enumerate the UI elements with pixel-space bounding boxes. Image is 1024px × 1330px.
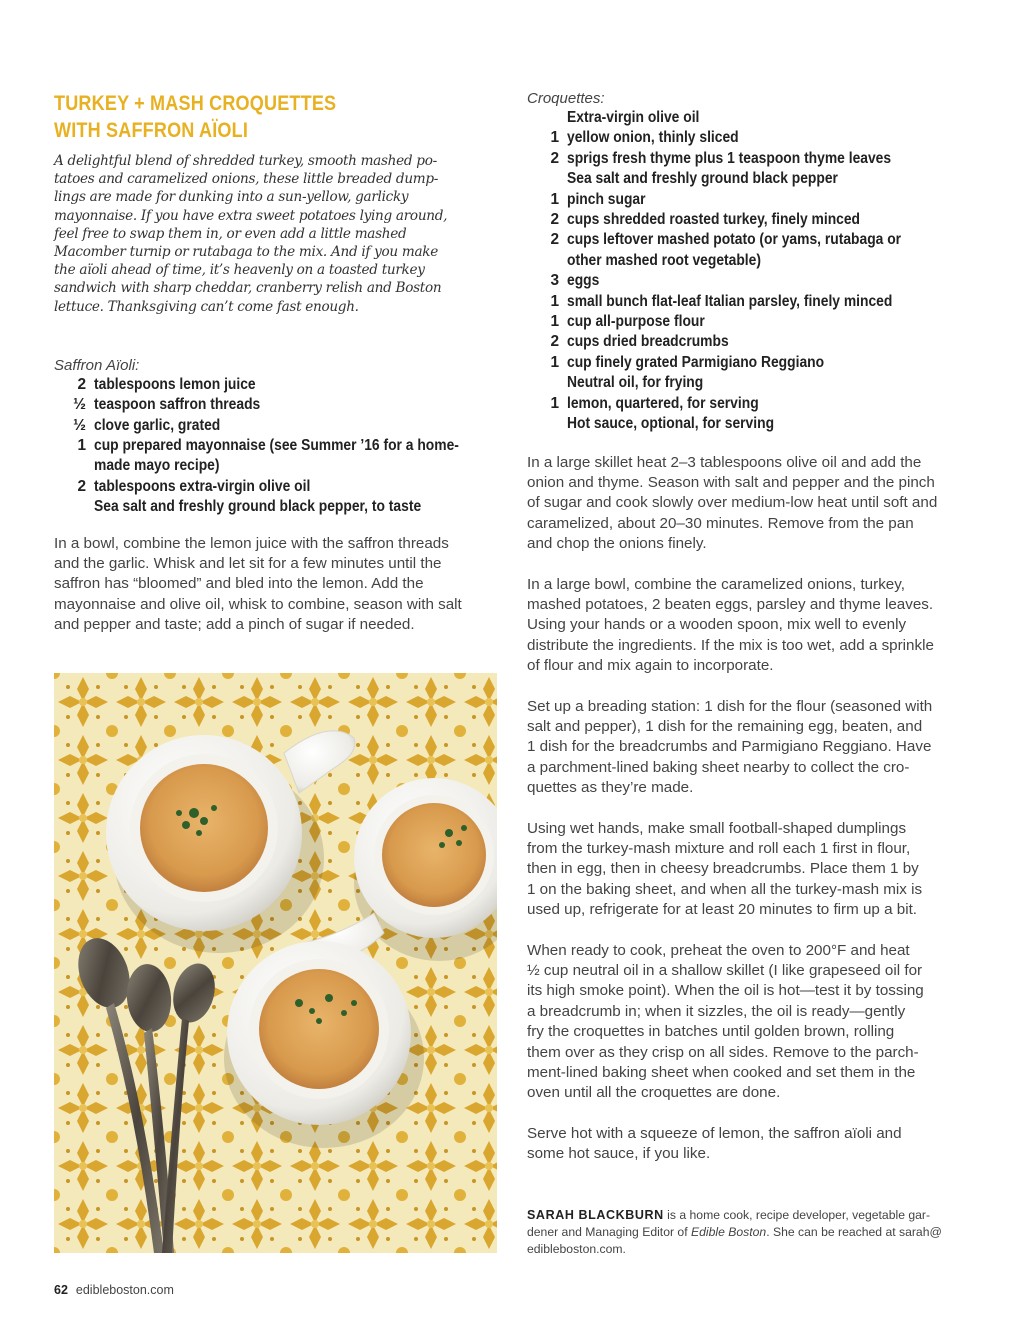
ingredient-item: [527, 414, 967, 434]
method-line: onion and thyme. Season with salt and pepper and the pinch: [527, 473, 935, 491]
method-line: fry the croquettes in batches until golden brown, rolling: [527, 1023, 895, 1041]
byline-text: dener and Managing Editor of: [527, 1225, 691, 1239]
aioli-method: [54, 534, 494, 636]
method-line: In a bowl, combine the lemon juice with the saffron threads: [54, 534, 449, 552]
ingredient-item: [527, 149, 967, 169]
intro-line: feel free to swap them in, or even add a little mashed: [54, 225, 407, 242]
method-line: of flour and mix again to incorporate.: [527, 657, 774, 675]
ingredient-qty: [527, 373, 567, 393]
ingredient-item: [527, 271, 967, 291]
method-step-1: [527, 453, 967, 555]
ingredient-text: tablespoons extra-virgin olive oil: [94, 477, 311, 495]
ingredient-text: [567, 230, 927, 271]
ingredient-qty: [54, 497, 94, 517]
title-line-2: WITH SAFFRON AÏOLI: [54, 119, 249, 142]
intro-line: the aïoli ahead of time, it’s heavenly on a toasted turkey: [54, 262, 425, 279]
ingredient-item: [54, 477, 494, 497]
ingredient-text-line: other mashed root vegetable): [567, 251, 761, 269]
ingredient-item: [527, 190, 967, 210]
ingredient-text: small bunch flat-leaf Italian parsley, finely minced: [567, 292, 893, 310]
ingredient-text: pinch sugar: [567, 190, 646, 208]
intro-line: lettuce. Thanksgiving can’t come fast enough.: [54, 298, 359, 315]
ingredient-qty: 2: [550, 231, 559, 249]
ingredient-qty: [527, 108, 567, 128]
ingredient-item: [527, 332, 967, 352]
method-line: and pepper and taste; add a pinch of sugar if needed.: [54, 616, 415, 634]
ingredient-qty: 1: [550, 292, 559, 310]
method-line: mayonnaise and olive oil, whisk to combine, season with salt: [54, 595, 462, 613]
publication-name: Edible Boston: [690, 1225, 767, 1239]
ingredient-qty: 2: [550, 333, 559, 351]
recipe-title: [54, 90, 501, 144]
ingredient-item: [527, 108, 967, 128]
method-line: used up, refrigerate for at least 20 minutes to firm up a bit.: [527, 901, 918, 919]
intro-line: Macomber turnip or rutabaga to the mix. And if you make: [54, 244, 438, 261]
page-footer: [54, 1283, 174, 1297]
ingredient-item: [527, 394, 967, 414]
method-line: Using your hands or a wooden spoon, mix well to evenly: [527, 616, 907, 634]
intro-paragraph: [54, 152, 494, 316]
method-step-2: [527, 575, 967, 677]
ingredient-qty: 2: [77, 375, 86, 393]
ingredient-text: cup finely grated Parmigiano Reggiano: [567, 353, 825, 371]
ingredient-text: Hot sauce, optional, for serving: [567, 415, 775, 433]
right-column: [527, 89, 967, 1165]
method-line: some hot sauce, if you like.: [527, 1145, 711, 1163]
ingredient-item: [54, 497, 494, 517]
method-step-5: [527, 941, 967, 1104]
method-line: distribute the ingredients. If the mix is too wet, add a sprinkle: [527, 636, 934, 654]
method-line: of sugar and cook slowly over medium-low heat until soft and: [527, 494, 938, 512]
ingredient-item: [527, 169, 967, 189]
ingredient-item: [527, 312, 967, 332]
method-line: mashed potatoes, 2 beaten eggs, parsley and thyme leaves.: [527, 595, 934, 613]
croquettes-section-label: Croquettes:: [527, 90, 605, 107]
method-line: 1 on the baking sheet, and when all the turkey-mash mix is: [527, 880, 923, 898]
soup-cups-photo: [54, 673, 497, 1253]
ingredient-text: sprigs fresh thyme plus 1 teaspoon thyme leaves: [567, 149, 892, 167]
ingredient-qty: 1: [550, 394, 559, 412]
ingredient-text: eggs: [567, 272, 600, 290]
method-line: Using wet hands, make small football-shaped dumplings: [527, 819, 907, 837]
ingredient-qty: [527, 414, 567, 434]
ingredient-text: cups shredded roasted turkey, finely minced: [567, 211, 861, 229]
left-column: [54, 90, 494, 636]
ingredient-text: tablespoons lemon juice: [94, 375, 256, 393]
byline-line-1: [527, 1207, 967, 1224]
method-line: caramelized, about 20–30 minutes. Remove from the pan: [527, 514, 914, 532]
method-line: a parchment-lined baking sheet nearby to collect the cro-: [527, 758, 910, 776]
method-line: In a large bowl, combine the caramelized onions, turkey,: [527, 575, 905, 593]
croquettes-ingredient-list: [527, 108, 967, 435]
ingredient-item: [54, 436, 494, 477]
ingredient-item: [527, 292, 967, 312]
ingredient-text: Neutral oil, for frying: [567, 374, 704, 392]
ingredient-qty: ½: [73, 396, 86, 414]
byline-line-3: edibleboston.com.: [527, 1242, 626, 1256]
ingredient-text: cup all-purpose flour: [567, 313, 705, 331]
intro-line: mayonnaise. If you have extra sweet potatoes lying around,: [54, 207, 448, 224]
ingredient-text: teaspoon saffron threads: [94, 396, 261, 414]
method-line: oven until all the croquettes are done.: [527, 1084, 781, 1102]
photo-illustration: [54, 673, 497, 1253]
ingredient-text: Sea salt and freshly ground black pepper: [567, 170, 838, 188]
aioli-section-label: Saffron Aïoli:: [54, 356, 140, 374]
ingredient-qty: 1: [550, 353, 559, 371]
ingredient-text: lemon, quartered, for serving: [567, 394, 759, 412]
byline-line-2: [527, 1224, 967, 1241]
ingredient-item: [527, 353, 967, 373]
ingredient-text: Sea salt and freshly ground black pepper, to taste: [94, 498, 422, 516]
page-number: 62: [54, 1283, 68, 1297]
ingredient-text: clove garlic, grated: [94, 416, 221, 434]
method-step-3: [527, 697, 967, 799]
method-line: them over as they crisp on all sides. Remove to the parch-: [527, 1043, 919, 1061]
method-line: from the turkey-mash mixture and roll each 1 first in flour,: [527, 840, 911, 857]
ingredient-item: [54, 395, 494, 415]
intro-line: tatoes and caramelized onions, these little breaded dump-: [54, 171, 439, 188]
method-line: When ready to cook, preheat the oven to 200°F and heat: [527, 941, 910, 959]
method-line: 1 dish for the breadcrumbs and Parmigiano Reggiano. Have: [527, 738, 932, 756]
method-line: ment-lined baking sheet when cooked and set them in the: [527, 1064, 916, 1082]
ingredient-qty: 1: [550, 129, 559, 147]
ingredient-qty: 2: [550, 149, 559, 167]
method-line: saffron has “bloomed” and bled into the lemon. Add the: [54, 575, 424, 593]
method-line: a breadcrumb in; when it sizzles, the oil is ready—gently: [527, 1002, 906, 1020]
method-line: Serve hot with a squeeze of lemon, the saffron aïoli and: [527, 1124, 902, 1142]
author-byline: [527, 1207, 967, 1258]
method-step-6: [527, 1124, 967, 1165]
method-line: ½ cup neutral oil in a shallow skillet (I like grapeseed oil for: [527, 962, 923, 980]
ingredient-text-line: cup prepared mayonnaise (see Summer ’16 for a home-: [94, 437, 459, 455]
intro-line: sandwich with sharp cheddar, cranberry relish and Boston: [54, 280, 442, 297]
ingredient-qty: ½: [73, 416, 86, 434]
ingredient-text-line: made mayo recipe): [94, 457, 220, 475]
title-line-1: TURKEY + MASH CROQUETTES: [54, 92, 337, 115]
byline-text: . She can be reached at sarah@: [766, 1225, 942, 1239]
ingredient-item: [54, 416, 494, 436]
aioli-ingredient-list: [54, 375, 494, 518]
ingredient-item: [527, 128, 967, 148]
ingredient-item: [527, 230, 967, 271]
ingredient-text: cups dried breadcrumbs: [567, 333, 729, 351]
ingredient-qty: 1: [77, 437, 86, 455]
intro-line: A delightful blend of shredded turkey, smooth mashed po-: [54, 153, 437, 169]
footer-site: edibleboston.com: [75, 1283, 174, 1297]
ingredient-qty: [527, 169, 567, 189]
method-line: salt and pepper), 1 dish for the remaining egg, beaten, and: [527, 717, 923, 735]
method-step-4: [527, 819, 967, 921]
ingredient-text: [94, 436, 459, 477]
ingredient-qty: 2: [550, 211, 559, 229]
author-name: SARAH BLACKBURN: [527, 1208, 664, 1222]
ingredient-qty: 3: [550, 272, 559, 290]
method-line: and chop the onions finely.: [527, 535, 707, 553]
ingredient-text: yellow onion, thinly sliced: [567, 129, 739, 147]
ingredient-item: [527, 373, 967, 393]
intro-line: lings are made for dunking into a sun-yellow, garlicky: [54, 189, 409, 206]
ingredient-qty: 1: [550, 190, 559, 208]
byline-text: is a home cook, recipe developer, vegetable gar-: [663, 1208, 931, 1222]
ingredient-text-line: cups leftover mashed potato (or yams, rutabaga or: [567, 231, 902, 249]
ingredient-item: [54, 375, 494, 395]
method-line: and the garlic. Whisk and let sit for a few minutes until the: [54, 555, 442, 573]
ingredient-item: [527, 210, 967, 230]
method-line: Set up a breading station: 1 dish for the flour (seasoned with: [527, 697, 933, 715]
method-line: In a large skillet heat 2–3 tablespoons olive oil and add the: [527, 453, 922, 471]
ingredient-qty: 1: [550, 313, 559, 331]
ingredient-qty: 2: [77, 477, 86, 495]
method-line: quettes as they’re made.: [527, 779, 694, 797]
method-line: then in egg, then in cheesy breadcrumbs. Place them 1 by: [527, 860, 919, 878]
ingredient-text: Extra-virgin olive oil: [567, 109, 700, 126]
method-line: its high smoke point). When the oil is hot—test it by tossing: [527, 982, 924, 1000]
